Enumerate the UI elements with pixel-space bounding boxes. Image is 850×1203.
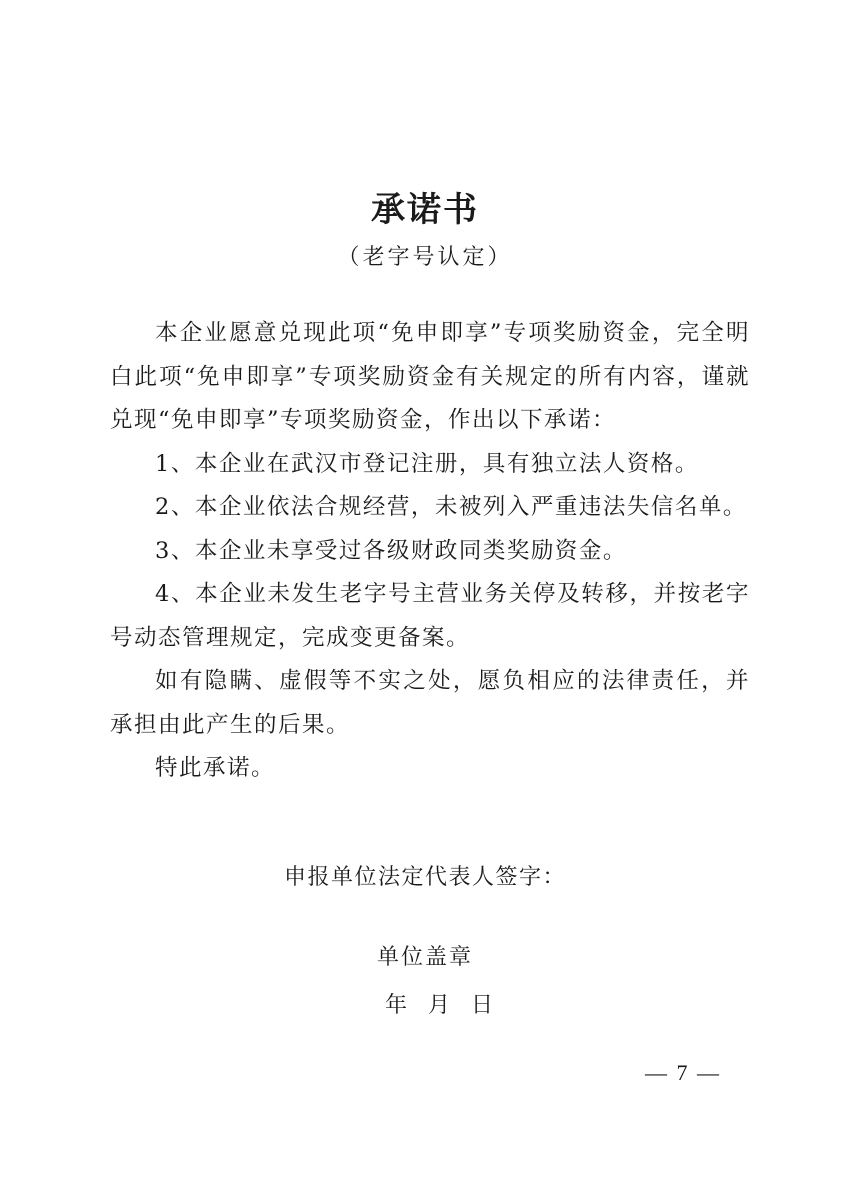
- date-label: 年 月 日: [385, 993, 493, 1018]
- document-subtitle: （老字号认定）: [337, 245, 513, 270]
- paragraph-item-1: 1、本企业在武汉市登记注册，具有独立法人资格。: [155, 450, 699, 477]
- paragraph-item-4: 4、本企业未发生老字号主营业务关停及转移，并按老字号动态管理规定，完成变更备案。: [110, 581, 750, 651]
- document-body: [110, 312, 750, 791]
- paragraph-item-2: 2、本企业依法合规经营，未被列入严重违法失信名单。: [155, 494, 747, 520]
- paragraph-intro: 本企业愿意兑现此项“免申即享”专项奖励资金，完全明白此项“免申即享”专项奖励资金有关规定的所有内容，谨就兑现“免申即享”专项奖励资金，作出以下承诺：: [110, 320, 750, 433]
- paragraph-item-3: 3、本企业未享受过各级财政同类奖励资金。: [155, 537, 627, 564]
- paragraph-closing: 特此承诺。: [155, 755, 276, 781]
- page-number: — 7 —: [645, 1060, 721, 1085]
- signature-label: 申报单位法定代表人签字：: [283, 865, 566, 890]
- paragraph-liability: 如有隐瞒、虚假等不实之处，愿负相应的法律责任，并承担由此产生的后果。: [110, 668, 750, 738]
- document-title: 承诺书: [371, 190, 479, 230]
- seal-label: 单位盖章: [376, 945, 473, 970]
